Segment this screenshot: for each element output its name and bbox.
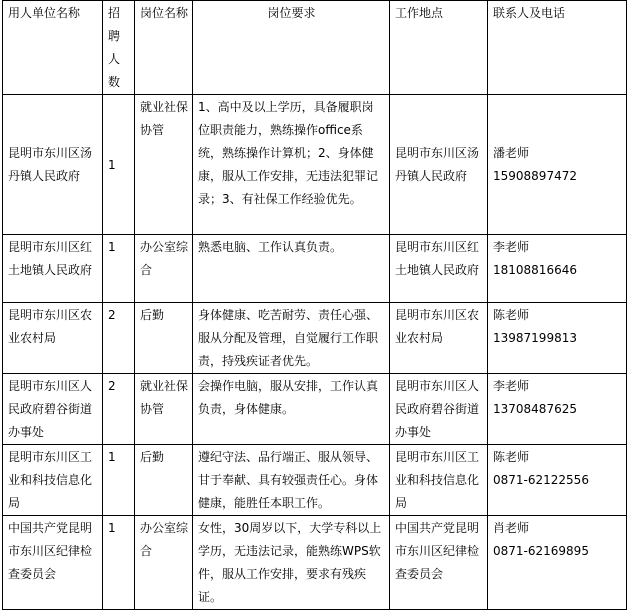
cell-position: 后勤 — [135, 303, 193, 374]
cell-contact — [488, 516, 627, 610]
cell-position: 后勤 — [135, 445, 193, 516]
contact-name: 潘老师 — [493, 146, 530, 160]
cell-unit: 昆明市东川区农业农村局 — [3, 303, 103, 374]
header-row — [3, 1, 627, 95]
contact-phone: 13987199813 — [493, 331, 577, 345]
cell-count: 1 — [103, 235, 135, 303]
contact-phone: 13708487625 — [493, 402, 577, 416]
contact-name: 李老师 — [493, 379, 530, 393]
cell-unit: 昆明市东川区红土地镇人民政府 — [3, 235, 103, 303]
cell-unit: 昆明市东川区工业和科技信息化局 — [3, 445, 103, 516]
table-row — [3, 374, 627, 445]
header-location: 工作地点 — [390, 1, 488, 95]
table-row — [3, 516, 627, 610]
contact-phone: 0871-62169895 — [493, 544, 589, 558]
cell-count: 1 — [103, 95, 135, 235]
cell-unit: 中国共产党昆明市东川区纪律检查委员会 — [3, 516, 103, 610]
table-row — [3, 235, 627, 303]
cell-contact — [488, 445, 627, 516]
cell-unit: 昆明市东川区人民政府碧谷街道办事处 — [3, 374, 103, 445]
table-row — [3, 445, 627, 516]
cell-requirements: 遵纪守法、品行端正、服从领导、甘于奉献、具有较强责任心。身体健康，能胜任本职工作。 — [193, 445, 390, 516]
cell-count: 1 — [103, 516, 135, 610]
contact-phone: 15908897472 — [493, 169, 577, 183]
table-row — [3, 303, 627, 374]
cell-contact — [488, 235, 627, 303]
contact-phone: 18108816646 — [493, 263, 577, 277]
cell-position: 办公室综合 — [135, 235, 193, 303]
cell-count: 2 — [103, 303, 135, 374]
cell-contact — [488, 303, 627, 374]
header-requirements: 岗位要求 — [193, 1, 390, 95]
cell-location: 昆明市东川区人民政府碧谷街道办事处 — [390, 374, 488, 445]
cell-position: 办公室综合 — [135, 516, 193, 610]
recruitment-table — [2, 0, 627, 610]
cell-contact — [488, 374, 627, 445]
cell-count: 1 — [103, 445, 135, 516]
cell-location: 中国共产党昆明市东川区纪律检查委员会 — [390, 516, 488, 610]
contact-phone: 0871-62122556 — [493, 473, 589, 487]
header-contact: 联系人及电话 — [488, 1, 627, 95]
cell-contact — [488, 95, 627, 235]
cell-requirements: 身体健康、吃苦耐劳、责任心强、服从分配及管理，自觉履行工作职责，持残疾证者优先。 — [193, 303, 390, 374]
cell-position: 就业社保协管 — [135, 374, 193, 445]
cell-location: 昆明市东川区工业和科技信息化局 — [390, 445, 488, 516]
cell-position: 就业社保协管 — [135, 95, 193, 235]
header-position: 岗位名称 — [135, 1, 193, 95]
contact-name: 李老师 — [493, 240, 530, 254]
contact-name: 陈老师 — [493, 308, 530, 322]
cell-location: 昆明市东川区汤丹镇人民政府 — [390, 95, 488, 235]
cell-unit: 昆明市东川区汤丹镇人民政府 — [3, 95, 103, 235]
header-unit: 用人单位名称 — [3, 1, 103, 95]
cell-location: 昆明市东川区农业农村局 — [390, 303, 488, 374]
cell-location: 昆明市东川区红土地镇人民政府 — [390, 235, 488, 303]
header-count: 招聘人数 — [103, 1, 135, 95]
table-row — [3, 95, 627, 235]
cell-requirements: 会操作电脑，服从安排，工作认真负责，身体健康。 — [193, 374, 390, 445]
cell-count: 2 — [103, 374, 135, 445]
cell-requirements: 女性，30周岁以下，大学专科以上学历，无违法记录，能熟练WPS软件，服从工作安排，要求有残疾证。 — [193, 516, 390, 610]
cell-requirements: 1、高中及以上学历，具备履职岗位职责能力，熟练操作office系统，熟练操作计算机；2、身体健康，服从工作安排，无违法犯罪记录；3、有社保工作经验优先。 — [193, 95, 390, 235]
contact-name: 肖老师 — [493, 521, 530, 535]
cell-requirements: 熟悉电脑、工作认真负责。 — [193, 235, 390, 303]
contact-name: 陈老师 — [493, 450, 530, 464]
